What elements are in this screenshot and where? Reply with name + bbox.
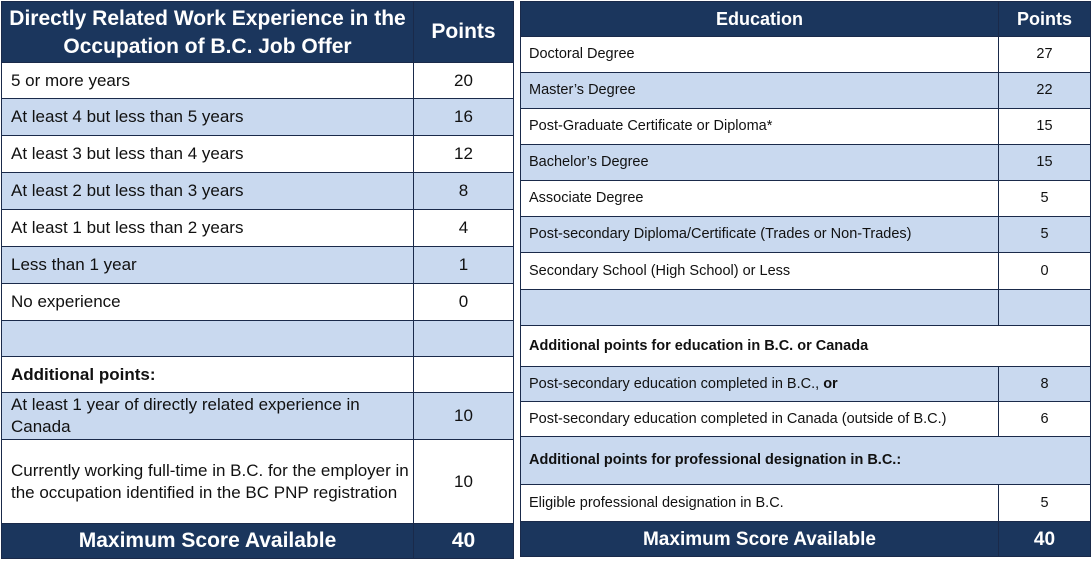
row-label: At least 4 but less than 5 years	[2, 99, 414, 136]
row-label: Post-secondary education completed in Canada (outside of B.C.)	[521, 402, 999, 437]
education-header: Education	[521, 2, 999, 37]
table-row	[521, 181, 1091, 217]
table-row	[521, 145, 1091, 181]
row-label: No experience	[2, 284, 414, 321]
row-points: 10	[414, 393, 514, 440]
table-row	[2, 440, 514, 524]
row-label-text: Post-secondary education completed in B.C.,	[529, 375, 820, 392]
row-label: Bachelor’s Degree	[521, 145, 999, 181]
row-label-or: or	[823, 375, 838, 392]
row-points: 8	[999, 367, 1091, 402]
row-points: 1	[414, 247, 514, 284]
empty-row	[521, 290, 1091, 326]
table-row	[521, 73, 1091, 109]
footer-row	[521, 522, 1091, 557]
work-experience-header: Directly Related Work Experience in the Occupation of B.C. Job Offer	[2, 2, 414, 63]
max-score-label: Maximum Score Available	[521, 522, 999, 557]
row-points: 4	[414, 210, 514, 247]
table-row	[521, 253, 1091, 290]
row-label: Secondary School (High School) or Less	[521, 253, 999, 290]
empty-row	[2, 321, 514, 357]
table-row	[521, 367, 1091, 402]
row-label: 5 or more years	[2, 63, 414, 99]
row-points: 5	[999, 485, 1091, 522]
row-label: At least 1 year of directly related experience in Canada	[2, 393, 414, 440]
row-points: 10	[414, 440, 514, 524]
additional-education-heading: Additional points for education in B.C. or Canada	[521, 326, 1091, 367]
row-label: Doctoral Degree	[521, 37, 999, 73]
row-label: Currently working full-time in B.C. for the employer in the occupation identified in the BC PNP registration	[2, 440, 414, 524]
table-row	[521, 217, 1091, 253]
row-label: Less than 1 year	[2, 247, 414, 284]
points-header: Points	[414, 2, 514, 63]
max-score-points: 40	[414, 524, 514, 559]
row-points: 22	[999, 73, 1091, 109]
empty-cell	[414, 357, 514, 393]
row-label: Associate Degree	[521, 181, 999, 217]
table-row	[2, 63, 514, 99]
table-row	[2, 99, 514, 136]
table-row	[2, 173, 514, 210]
table-row	[521, 485, 1091, 522]
additional-education-heading-row	[521, 326, 1091, 367]
table-row	[2, 393, 514, 440]
footer-row	[2, 524, 514, 559]
additional-points-heading: Additional points:	[2, 357, 414, 393]
row-points: 5	[999, 181, 1091, 217]
max-score-label: Maximum Score Available	[2, 524, 414, 559]
row-points: 0	[999, 253, 1091, 290]
points-header: Points	[999, 2, 1091, 37]
empty-cell	[999, 290, 1091, 326]
empty-cell	[2, 321, 414, 357]
work-experience-table	[1, 1, 514, 559]
row-points: 5	[999, 217, 1091, 253]
professional-designation-heading: Additional points for professional designation in B.C.:	[521, 437, 1091, 485]
empty-cell	[521, 290, 999, 326]
empty-cell	[414, 321, 514, 357]
table-row	[521, 402, 1091, 437]
row-points: 16	[414, 99, 514, 136]
table-row	[2, 136, 514, 173]
row-label: At least 1 but less than 2 years	[2, 210, 414, 247]
professional-heading-row	[521, 437, 1091, 485]
row-label: Post-secondary Diploma/Certificate (Trades or Non-Trades)	[521, 217, 999, 253]
row-points: 20	[414, 63, 514, 99]
row-label: Eligible professional designation in B.C.	[521, 485, 999, 522]
additional-heading-row	[2, 357, 514, 393]
education-table	[520, 1, 1091, 557]
row-points: 0	[414, 284, 514, 321]
table-row	[521, 37, 1091, 73]
row-label: At least 3 but less than 4 years	[2, 136, 414, 173]
row-points: 15	[999, 145, 1091, 181]
row-points: 12	[414, 136, 514, 173]
row-points: 15	[999, 109, 1091, 145]
row-label: Master’s Degree	[521, 73, 999, 109]
table-row	[2, 284, 514, 321]
row-points: 6	[999, 402, 1091, 437]
table-row	[521, 109, 1091, 145]
row-points: 27	[999, 37, 1091, 73]
max-score-points: 40	[999, 522, 1091, 557]
row-points: 8	[414, 173, 514, 210]
row-label: Post-Graduate Certificate or Diploma*	[521, 109, 999, 145]
table-row	[2, 210, 514, 247]
row-label: At least 2 but less than 3 years	[2, 173, 414, 210]
table-row	[2, 247, 514, 284]
row-label	[521, 367, 999, 402]
